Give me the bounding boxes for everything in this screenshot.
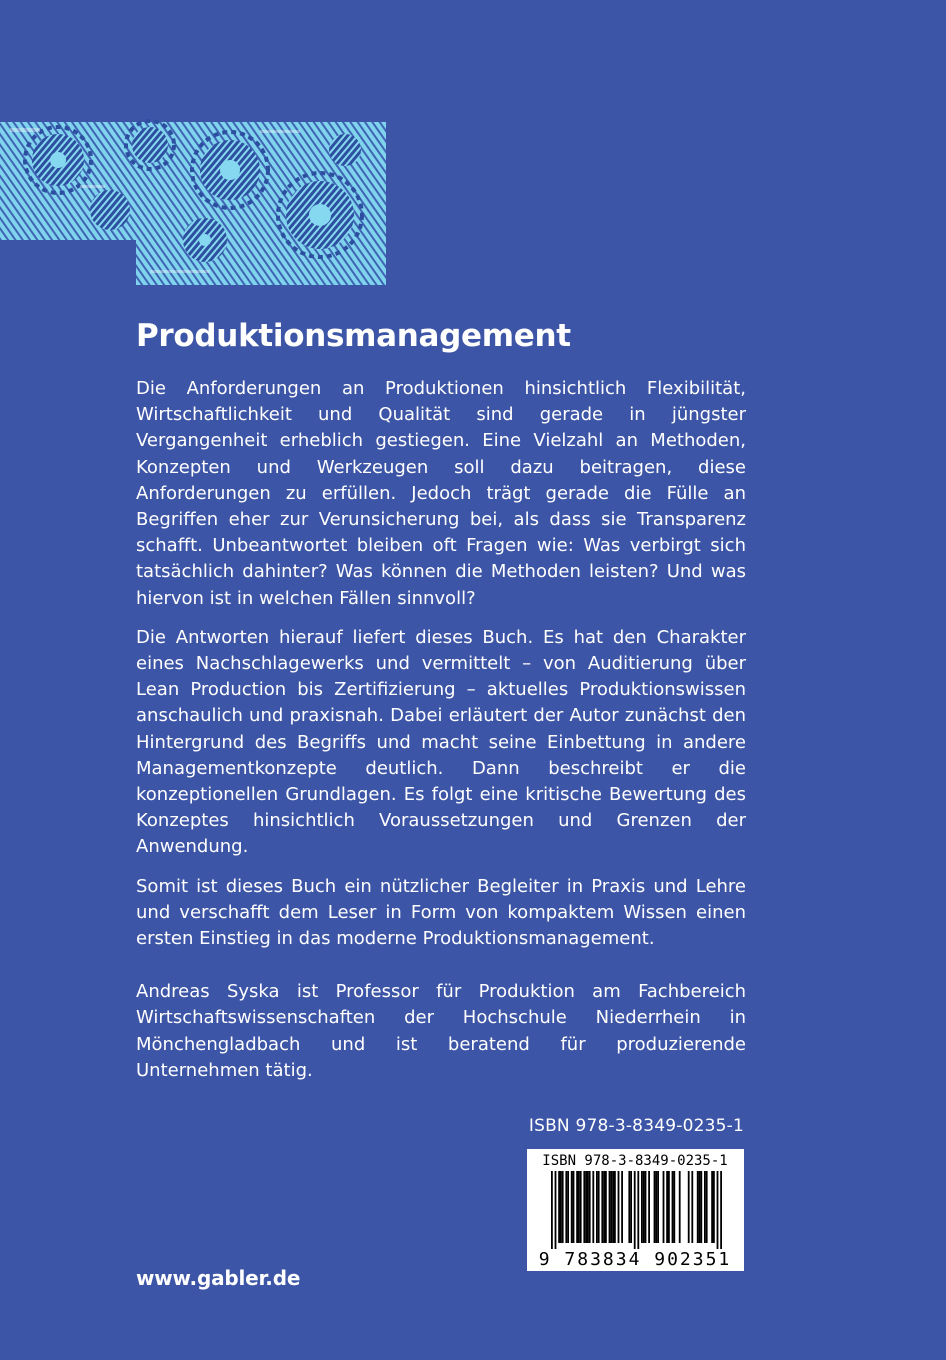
author-bio: Andreas Syska ist Professor für Produktion am Fachbereich Wirtschaftswissenschaften der Hochschule Niederrhein in Mönchengladbach und ist beratend für produzierende Unternehmen tätig. (136, 981, 746, 1081)
barcode-bar (628, 1171, 630, 1243)
barcode-bar (583, 1171, 585, 1243)
barcode-bar (711, 1171, 713, 1243)
barcode-bar (605, 1171, 607, 1243)
barcode-bar (700, 1171, 702, 1243)
publisher-website: www.gabler.de (136, 1266, 301, 1290)
barcode-bar (560, 1171, 562, 1243)
blurb-paragraph-1: Die Anforderungen an Produktionen hinsichtlich Flexibilität, Wirtschaftlichkeit und Qualität sind gerade in jüngster Vergangenheit erheblich gestiegen. Eine Vielzahl an Methoden, Konzepten und Werkzeugen soll dazu beitragen, diese Anforderungen zu erfüllen. Jedoch trägt gerade die Fülle an Begriffen eher zur Verunsicherung bei, als dass sie Transparenz schafft. Unbeantwortet bleiben oft Fragen wie: Was verbirgt sich tatsächlich dahinter? Was können die Methoden leisten? Und was hiervon ist in welchen Fällen sinnvoll? (136, 378, 746, 609)
barcode-bar (673, 1171, 675, 1243)
barcode-bar (637, 1171, 639, 1249)
blurb-paragraph-2: Die Antworten hierauf liefert dieses Buch. Es hat den Charakter eines Nachschlagewerks und vermittelt – von Auditierung über Lean Production bis Zertifizierung – aktuelles Produktionswissen anschaulich und praxisnah. Dabei erläutert der Autor zunächst den Hintergrund des Begriffs und macht seine Einbettung in andere Managementkonzepte deutlich. Dann beschreibt er die konzeptionellen Grundlagen. Es folgt eine kritische Bewertung des Konzeptes hinsichtlich Voraussetzungen und Grenzen der Anwendung. (136, 626, 746, 858)
barcode-bar (592, 1171, 594, 1243)
blurb-paragraph-3: Somit ist dieses Buch ein nützlicher Begleiter in Praxis und Lehre und verschafft dem Leser in Form von kompaktem Wissen einen ersten Einstieg in das moderne Produktionsmanagement. (136, 875, 746, 950)
barcode-bar (609, 1171, 611, 1243)
barcode-bar (691, 1171, 693, 1243)
back-cover-text (136, 316, 746, 1097)
barcode-bar (603, 1171, 605, 1243)
barcode-bar (558, 1171, 560, 1243)
barcode-bar (578, 1171, 580, 1243)
barcode-bar (706, 1171, 708, 1243)
barcode-bar (697, 1171, 699, 1243)
barcode-digits: 9 783834 902351 (538, 1249, 732, 1270)
barcode-bar (666, 1171, 668, 1243)
barcode-bar (614, 1171, 616, 1243)
barcode-bar (654, 1171, 656, 1243)
barcode-bar (699, 1171, 701, 1243)
barcode-bar (641, 1171, 643, 1243)
barcode-bar (601, 1171, 603, 1243)
barcode-bar (645, 1171, 647, 1243)
cover-gear-banner (0, 0, 946, 290)
barcode-top-text: ISBN 978-3-8349-0235-1 (542, 1153, 728, 1169)
barcode-bar (585, 1171, 587, 1243)
barcode-bar (587, 1171, 589, 1243)
barcode-bar (596, 1171, 598, 1243)
barcode-bar (679, 1171, 681, 1243)
barcode-bar (573, 1171, 575, 1243)
barcode-bar (648, 1171, 650, 1243)
barcode-bar (598, 1171, 600, 1243)
isbn-barcode (527, 1149, 744, 1271)
barcode-bar (576, 1171, 578, 1243)
barcode-bar (551, 1171, 553, 1249)
barcode-bar (567, 1171, 569, 1243)
barcode-bar (657, 1171, 659, 1243)
barcode-bar (634, 1171, 636, 1249)
isbn-label: ISBN 978-3-8349-0235-1 (528, 1116, 744, 1136)
barcode-bar (610, 1171, 612, 1243)
barcode-bar (565, 1171, 567, 1243)
barcode-bar (555, 1171, 557, 1249)
barcode-bar (580, 1171, 582, 1243)
barcode-bar (589, 1171, 591, 1243)
barcode-bar (643, 1171, 645, 1243)
barcode-bar (688, 1171, 690, 1243)
barcode-bar (704, 1171, 706, 1243)
barcode-bar (621, 1171, 623, 1243)
barcode-bar (668, 1171, 670, 1243)
barcode-bar (562, 1171, 564, 1243)
barcode-bars (551, 1171, 722, 1249)
barcode-bar (713, 1171, 715, 1243)
barcode-bar (618, 1171, 620, 1243)
barcode-bar (630, 1171, 632, 1243)
book-title: Produktionsmanagement (136, 318, 571, 354)
barcode-bar (672, 1171, 674, 1243)
barcode-bar (720, 1171, 722, 1249)
barcode-bar (655, 1171, 657, 1243)
barcode-bar (663, 1171, 665, 1243)
barcode-bar (571, 1171, 573, 1243)
barcode-bar (717, 1171, 719, 1249)
barcode-bar (612, 1171, 614, 1243)
